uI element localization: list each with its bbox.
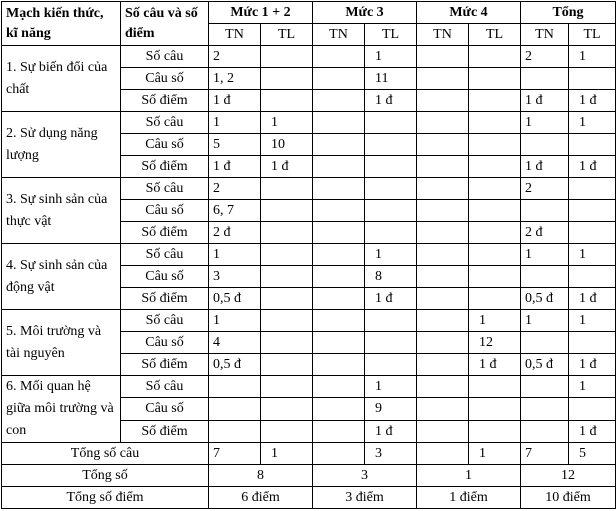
table-cell <box>521 200 569 222</box>
table-cell <box>365 112 417 134</box>
table-cell <box>313 68 365 90</box>
table-cell <box>469 376 521 398</box>
table-cell: 2 <box>521 178 569 200</box>
table-cell <box>261 244 313 266</box>
table-cell <box>569 222 616 244</box>
row-label: Câu số <box>121 68 209 90</box>
total-points-level-4: 1 điểm <box>417 487 521 509</box>
table-cell <box>469 398 521 420</box>
table-cell <box>469 156 521 178</box>
header-label: Số câu và số điểm <box>121 2 209 46</box>
assessment-matrix-table <box>1 1 616 509</box>
table-cell <box>469 178 521 200</box>
table-cell: 1 đ <box>569 420 616 442</box>
table-row <box>2 376 616 398</box>
header-tl: TL <box>261 24 313 46</box>
table-cell: 10 <box>261 134 313 156</box>
table-cell: 1 <box>521 112 569 134</box>
total-count-row <box>2 465 616 487</box>
table-cell: 1 <box>469 443 521 465</box>
row-label: Số điểm <box>121 90 209 112</box>
topic-name: 1. Sự biến đổi của chất <box>2 46 121 112</box>
table-cell <box>469 266 521 288</box>
table-cell <box>569 178 616 200</box>
table-cell <box>261 398 313 420</box>
total-count-overall: 12 <box>521 465 616 487</box>
table-cell: 1 đ <box>569 156 616 178</box>
table-cell <box>261 332 313 354</box>
table-cell <box>521 420 569 442</box>
total-points-level-3: 3 điểm <box>313 487 417 509</box>
table-cell <box>261 178 313 200</box>
table-cell <box>313 332 365 354</box>
table-row <box>2 112 616 134</box>
table-cell <box>417 398 469 420</box>
table-cell <box>313 398 365 420</box>
table-cell <box>521 398 569 420</box>
table-cell <box>313 156 365 178</box>
header-level-1-2: Mức 1 + 2 <box>209 2 313 24</box>
total-count-level-4: 1 <box>417 465 521 487</box>
table-cell <box>209 420 261 442</box>
table-cell: 1 đ <box>365 420 417 442</box>
table-cell <box>417 443 469 465</box>
table-cell <box>417 134 469 156</box>
table-cell <box>365 354 417 376</box>
matrix-body <box>2 46 616 509</box>
row-label: Số câu <box>121 178 209 200</box>
table-cell <box>313 376 365 398</box>
header-tn: TN <box>417 24 469 46</box>
table-cell <box>313 310 365 332</box>
table-cell <box>365 134 417 156</box>
row-label: Câu số <box>121 398 209 420</box>
table-cell: 5 <box>569 443 616 465</box>
table-cell <box>209 398 261 420</box>
table-cell: 1 đ <box>521 156 569 178</box>
table-cell: 1 <box>365 376 417 398</box>
table-row <box>2 244 616 266</box>
table-cell <box>313 266 365 288</box>
table-cell: 11 <box>365 68 417 90</box>
table-cell: 1 đ <box>569 288 616 310</box>
table-cell: 1 <box>209 112 261 134</box>
table-cell <box>313 90 365 112</box>
total-questions-row <box>2 443 616 465</box>
table-cell: 1 <box>569 46 616 68</box>
total-count-level-3: 3 <box>313 465 417 487</box>
table-cell: 1 <box>261 443 313 465</box>
table-cell: 1 <box>365 46 417 68</box>
header-topic: Mạch kiến thức, kĩ năng <box>2 2 121 46</box>
table-cell: 1 <box>569 310 616 332</box>
table-cell <box>313 112 365 134</box>
table-cell <box>261 376 313 398</box>
table-cell: 1 <box>469 310 521 332</box>
table-cell <box>569 266 616 288</box>
row-label: Số câu <box>121 376 209 398</box>
table-cell <box>521 134 569 156</box>
table-cell <box>313 443 365 465</box>
table-cell <box>417 46 469 68</box>
row-label: Số câu <box>121 112 209 134</box>
table-cell: 1 <box>569 244 616 266</box>
table-cell <box>417 332 469 354</box>
table-cell <box>417 156 469 178</box>
table-cell: 1 đ <box>365 90 417 112</box>
table-cell: 12 <box>469 332 521 354</box>
table-cell: 1 <box>209 310 261 332</box>
table-cell <box>365 332 417 354</box>
table-cell <box>417 288 469 310</box>
table-cell: 4 <box>209 332 261 354</box>
table-cell <box>261 46 313 68</box>
header-total: Tổng <box>521 2 616 24</box>
total-points-overall: 10 điểm <box>521 487 616 509</box>
table-cell <box>261 222 313 244</box>
table-cell: 1 <box>569 112 616 134</box>
total-questions-label: Tổng số câu <box>2 443 209 465</box>
table-cell <box>261 266 313 288</box>
header-tl: TL <box>469 24 521 46</box>
header-row-levels <box>2 2 616 24</box>
table-cell <box>313 354 365 376</box>
header-tl: TL <box>569 24 616 46</box>
table-cell: 0,5 đ <box>209 354 261 376</box>
table-cell: 2 <box>209 178 261 200</box>
table-cell <box>261 68 313 90</box>
table-row <box>2 310 616 332</box>
row-label: Số điểm <box>121 288 209 310</box>
table-cell <box>417 112 469 134</box>
table-cell <box>469 46 521 68</box>
table-cell <box>417 266 469 288</box>
table-cell <box>417 68 469 90</box>
table-cell: 0,5 đ <box>521 288 569 310</box>
table-cell: 1 đ <box>469 354 521 376</box>
row-label: Số câu <box>121 310 209 332</box>
table-cell: 1 đ <box>209 90 261 112</box>
table-cell: 7 <box>209 443 261 465</box>
table-cell <box>417 354 469 376</box>
row-label: Số câu <box>121 46 209 68</box>
table-cell: 5 <box>209 134 261 156</box>
table-cell: 1 <box>365 244 417 266</box>
table-cell <box>469 244 521 266</box>
table-cell <box>569 200 616 222</box>
header-tn: TN <box>209 24 261 46</box>
table-cell: 0,5 đ <box>209 288 261 310</box>
row-label: Câu số <box>121 266 209 288</box>
table-cell <box>469 112 521 134</box>
table-cell <box>209 376 261 398</box>
table-cell <box>569 68 616 90</box>
row-label: Câu số <box>121 332 209 354</box>
table-cell <box>417 420 469 442</box>
table-cell <box>469 90 521 112</box>
table-cell <box>261 90 313 112</box>
table-cell: 1 đ <box>261 156 313 178</box>
table-cell: 1 đ <box>569 90 616 112</box>
table-cell <box>313 420 365 442</box>
table-cell: 2 <box>209 46 261 68</box>
topic-name: 2. Sử dụng năng lượng <box>2 112 121 178</box>
table-cell <box>365 178 417 200</box>
table-cell: 1 đ <box>521 90 569 112</box>
table-cell <box>469 200 521 222</box>
row-label: Số điểm <box>121 156 209 178</box>
table-cell <box>365 222 417 244</box>
table-cell <box>261 354 313 376</box>
table-cell <box>313 288 365 310</box>
table-cell <box>365 156 417 178</box>
row-label: Số điểm <box>121 420 209 442</box>
table-cell <box>261 310 313 332</box>
row-label: Số điểm <box>121 354 209 376</box>
header-level-4: Mức 4 <box>417 2 521 24</box>
table-cell: 1 <box>261 112 313 134</box>
table-cell <box>261 288 313 310</box>
table-cell <box>521 68 569 90</box>
row-label: Câu số <box>121 134 209 156</box>
table-cell: 3 <box>365 443 417 465</box>
table-cell: 1 <box>521 244 569 266</box>
total-points-row <box>2 487 616 509</box>
table-row <box>2 46 616 68</box>
table-cell: 2 đ <box>521 222 569 244</box>
topic-name: 5. Môi trường và tài nguyên <box>2 310 121 376</box>
table-cell <box>417 222 469 244</box>
table-cell: 1 đ <box>209 156 261 178</box>
header-level-3: Mức 3 <box>313 2 417 24</box>
table-cell: 1 <box>521 310 569 332</box>
table-cell <box>365 310 417 332</box>
table-cell <box>469 134 521 156</box>
table-cell: 2 đ <box>209 222 261 244</box>
table-cell: 1, 2 <box>209 68 261 90</box>
total-count-level-1-2: 8 <box>209 465 313 487</box>
table-cell <box>417 178 469 200</box>
table-cell <box>313 134 365 156</box>
table-cell <box>417 376 469 398</box>
table-cell: 1 <box>209 244 261 266</box>
table-cell <box>469 68 521 90</box>
table-cell: 0,5 đ <box>521 354 569 376</box>
table-cell: 9 <box>365 398 417 420</box>
table-cell <box>417 310 469 332</box>
table-cell: 2 <box>521 46 569 68</box>
table-cell: 7 <box>521 443 569 465</box>
table-cell <box>417 200 469 222</box>
table-cell <box>469 222 521 244</box>
table-cell: 1 <box>569 376 616 398</box>
total-points-label: Tổng số điểm <box>2 487 209 509</box>
table-cell <box>365 200 417 222</box>
table-cell: 3 <box>209 266 261 288</box>
table-cell <box>313 244 365 266</box>
row-label: Số câu <box>121 244 209 266</box>
table-cell <box>569 398 616 420</box>
table-cell <box>261 420 313 442</box>
table-cell <box>417 90 469 112</box>
table-cell: 1 đ <box>365 288 417 310</box>
table-cell <box>313 178 365 200</box>
header-tn: TN <box>521 24 569 46</box>
topic-name: 6. Mối quan hệ giữa môi trường và con <box>2 376 121 443</box>
topic-name: 4. Sự sinh sản của động vật <box>2 244 121 310</box>
table-cell: 6, 7 <box>209 200 261 222</box>
table-cell <box>569 332 616 354</box>
header-tn: TN <box>313 24 365 46</box>
table-cell <box>469 288 521 310</box>
row-label: Số điểm <box>121 222 209 244</box>
row-label: Câu số <box>121 200 209 222</box>
table-cell <box>521 332 569 354</box>
table-cell <box>313 200 365 222</box>
table-cell: 8 <box>365 266 417 288</box>
table-cell <box>521 266 569 288</box>
table-cell <box>521 376 569 398</box>
table-cell: 1 đ <box>569 354 616 376</box>
table-cell <box>313 46 365 68</box>
total-points-level-1-2: 6 điểm <box>209 487 313 509</box>
table-cell <box>417 244 469 266</box>
table-row <box>2 178 616 200</box>
table-cell <box>261 200 313 222</box>
table-cell <box>469 420 521 442</box>
header-tl: TL <box>365 24 417 46</box>
table-cell <box>313 222 365 244</box>
total-count-label: Tổng số <box>2 465 209 487</box>
topic-name: 3. Sự sinh sản của thực vật <box>2 178 121 244</box>
table-cell <box>569 134 616 156</box>
